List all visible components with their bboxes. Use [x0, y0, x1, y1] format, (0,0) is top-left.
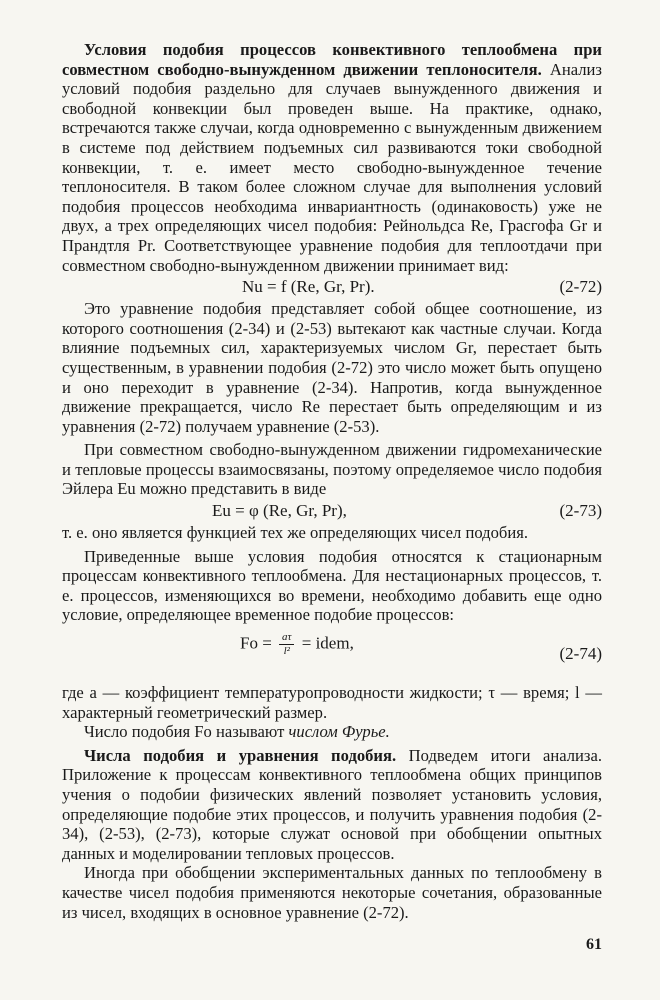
equation-2-74	[62, 631, 602, 675]
paragraph-combinations: Иногда при обобщении экспериментальных данных по теплообмену в качестве чисел подобия применяются некоторые сочетания, образованные из чисел, входящих в основное уравнение (2-72).	[62, 863, 602, 922]
paragraph-fourier	[62, 722, 602, 742]
fourier-text: Число подобия Fo называют	[84, 722, 289, 742]
equation-2-74-number: (2-74)	[559, 644, 602, 664]
equation-2-74-fraction	[279, 631, 294, 658]
equation-2-72-number: (2-72)	[559, 277, 602, 297]
section-title-conditions: Условия подобия процессов конвективного теплообмена при совместном свободно-вынужденном движении теплоносителя.	[62, 40, 602, 79]
paragraph-general-relation: Это уравнение подобия представляет собой общее соотношение, из которого соотношения (2-34) и (2-53) вытекают как частные случаи. Когда влияние подъемных сил, характеризуемых числом Gr, перестает быть существенным, в уравнении подобия (2-72) это число может быть опущено и оно переходит в уравнение (2-34). Напротив, когда вынужденное движение прекращается, число Re перестает быть определяющим и из уравнения (2-72) получаем уравнение (2-53).	[62, 299, 602, 436]
equation-2-73	[62, 500, 602, 522]
paragraph-conditions-text: Анализ условий подобия раздельно для случаев вынужденного движения и свободной конвекции был проведен выше. На практике, однако, встречаются также случаи, когда одновременно с вынужденным движением в системе под действием подъемных сил развиваются токи свободной конвекции, т. е. имеет место свободно-вынужденное течение теплоносителя. В таком более сложном случае для выполнения условий подобия процессов необходима инвариантность (одинаковость) уже не двух, а трех определяющих чисел подобия: Рейнольдса Re, Грасгофа Gr и Прандтля Pr. Соответствующее уравнение подобия для теплоотдачи при совместном свободно-вынужденном движении принимает вид:	[62, 59, 602, 275]
equation-2-73-formula: Eu = φ (Re, Gr, Pr),	[212, 501, 347, 521]
equation-2-73-number: (2-73)	[559, 501, 602, 521]
equation-2-74-left: Fo =	[240, 633, 272, 653]
equation-2-72	[62, 276, 602, 298]
paragraph-summary-text: Подведем итоги анализа. Приложение к процессам конвективного теплообмена общих принципов учения о подобии физических явлений позволяет установить условия, определяющие подобие этих процессов, и получить уравнения подобия (2-34), (2-53), (2-73), которые служат основой при обобщении опытных данных и моделировании тепловых процессов.	[62, 745, 603, 863]
paragraph-definitions: где a — коэффициент температуропроводности жидкости; τ — время; l — характерный геометрический размер.	[62, 683, 602, 722]
equation-2-74-right: = idem,	[301, 633, 354, 653]
page-number: 61	[586, 936, 602, 953]
section-title-numbers: Числа подобия и уравнения подобия.	[84, 745, 397, 765]
equation-2-74-formula	[240, 631, 354, 658]
paragraph-nonstationary: Приведенные выше условия подобия относятся к стационарным процессам конвективного теплообмена. Для нестационарных процессов, т. е. процессов, изменяющихся во времени, необходимо добавить еще одно условие, определяющее временное подобие процессов:	[62, 546, 602, 625]
paragraph-conditions	[62, 40, 602, 275]
paragraph-function: т. е. оно является функцией тех же определяющих чисел подобия.	[62, 523, 529, 543]
fourier-term: числом Фурье.	[288, 722, 390, 742]
fraction-numerator: aτ	[279, 631, 294, 645]
paragraph-euler: При совместном свободно-вынужденном движении гидромеханические и тепловые процессы взаимосвязаны, поэтому определяемое число подобия Эйлера Eu можно представить в виде	[62, 440, 602, 499]
fraction-denominator: l²	[283, 645, 290, 658]
equation-2-72-formula: Nu = f (Re, Gr, Pr).	[242, 277, 375, 297]
paragraph-summary	[62, 746, 602, 864]
